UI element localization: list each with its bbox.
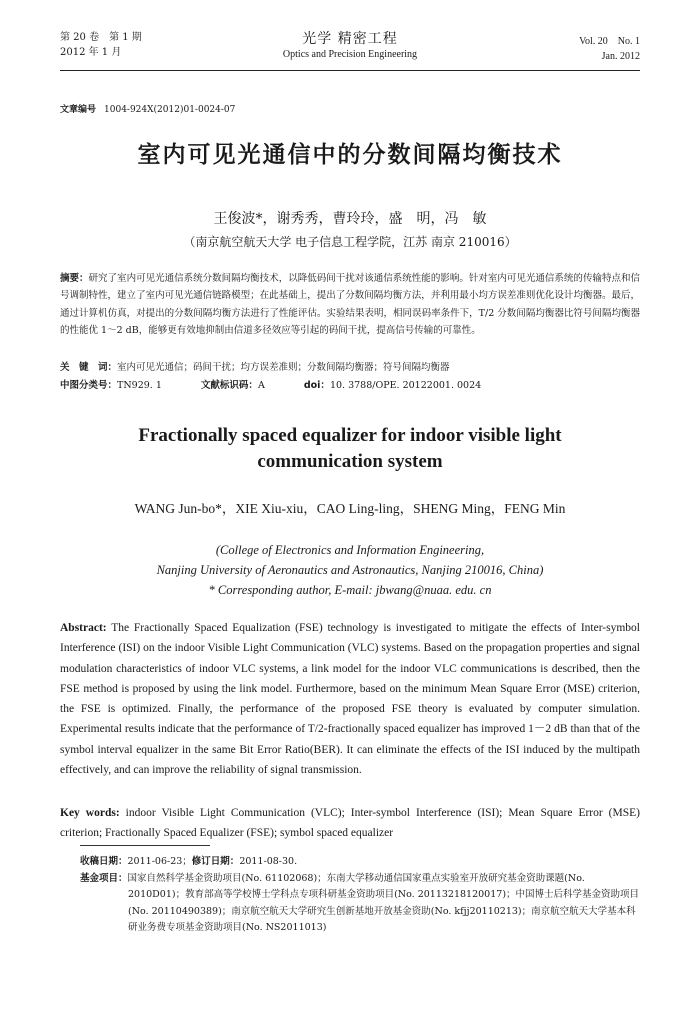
document-code	[201, 380, 283, 391]
journal-name-en: Optics and Precision Engineering	[282, 49, 418, 60]
doi-value: 10. 3788/OPE. 20122001. 0024	[329, 380, 482, 391]
authors-cn: 王俊波*，谢秀秀，曹玲玲，盛 明，冯 敏	[213, 211, 487, 227]
fund-label: 基金项目：	[80, 872, 128, 884]
header-right	[579, 34, 640, 64]
article-number-value: 1004-924X(2012)01-0024-07	[104, 105, 236, 115]
keywords-cn-text: 室内可见光通信；码间干扰；均方误差准则；分数间隔均衡器；符号间隔均衡器	[117, 362, 450, 373]
clc-label: 中图分类号：	[60, 380, 118, 391]
header-center	[60, 30, 640, 62]
fund-text: 国家自然科学基金资助项目(No. 61102068)；东南大学移动通信国家重点实验室开放研究基金资助课题(No. 2010D01)；教育部高等学校博士学科点专项科研基金资助项目(No. 20113218120017)；中国博士后科学基金资助项目(No. 20110490389)；南京航空航天大学研究生创新基地开放基金资助(No. kfjj20110213)；南京航空航天大学基本科研业务费专项基金资助项目(No. NS2011013)	[127, 872, 640, 933]
abstract-en	[60, 618, 640, 780]
affiliation-en-line-1: (College of Electronics and Information Engineering,	[215, 543, 485, 557]
affiliation-en-line-2: Nanjing University of Aeronautics and Astronautics, Nanjing 210016, China)	[156, 563, 544, 577]
doi	[304, 380, 499, 391]
volume-issue-cn: 第 20 卷 第 1 期	[60, 32, 142, 43]
keywords-cn-label: 关 键 词：	[60, 362, 118, 373]
abstract-cn	[60, 270, 640, 340]
received-value: 2011-06-23；	[127, 856, 192, 867]
corresponding-author: * Corresponding author, E-mail: jbwang@nuaa. edu. cn	[208, 583, 492, 597]
authors-en: WANG Jun-bo*，XIE Xiu-xiu，CAO Ling-ling，SHENG Ming，FENG Min	[134, 501, 566, 516]
abstract-en-text: The Fractionally Spaced Equalization (FSE) technology is investigated to mitigate the effects of Inter-symbol Interference (ISI) on the indoor Visible Light Communication (VLC) systems. Based on the propagation properties and signal modulation characteristics of indoor VLC systems, a link model for the indoor VLC communications is described, then the FSE method is proposed by using the link model. Furthermore, based on the minimum Mean Square Error (MSE) criterion, the FSE is optimized. Finally, the performance of the proposed FSE theory is evaluated by computer simulation. Experimental results indicate that the performance of T/2-fractionally spaced equalizer has improved 1－2 dB than that of the symbol interval equalizer in the same Bit Error Ratio(BER). It can eliminate the effects of the ISI induced by the multipath effectively, and can improve the reliability of signal transmission.	[60, 622, 641, 777]
journal-name-cn: 光学 精密工程	[302, 31, 398, 47]
article-number	[60, 102, 235, 115]
clc-value: TN929. 1	[117, 380, 162, 391]
title-en-line-2: communication system	[257, 451, 443, 472]
fund-note	[80, 871, 640, 937]
clc-number	[60, 380, 180, 391]
title-en-line-1: Fractionally spaced equalizer for indoor visible light	[138, 425, 562, 446]
abstract-cn-label: 摘要：	[60, 273, 89, 284]
article-number-label: 文章编号	[60, 105, 97, 115]
keywords-en-text: indoor Visible Light Communication (VLC); Inter-symbol Interference (ISI); Mean Square Error (MSE) criterion; Fractionally Spaced Equalizer (FSE); symbol spaced equalizer	[60, 807, 640, 839]
affiliation-en	[0, 540, 700, 600]
revised-value: 2011-08-30.	[239, 856, 298, 867]
date-cn: 2012 年 1 月	[60, 47, 122, 58]
keywords-cn	[60, 360, 640, 375]
dates-note	[80, 854, 640, 871]
footnote-rule	[80, 845, 210, 846]
footnotes	[80, 854, 640, 937]
affiliation-cn: （南京航空航天大学 电子信息工程学院，江苏 南京 210016）	[183, 235, 517, 249]
header-rule	[60, 70, 640, 71]
doc-code-label: 文献标识码：	[200, 380, 258, 391]
volume-issue-en: Vol. 20 No. 1	[579, 36, 640, 47]
title-en	[0, 423, 700, 475]
received-label: 收稿日期：	[80, 856, 128, 867]
revised-label: 修订日期：	[191, 856, 240, 867]
classification-line	[60, 378, 640, 393]
title-cn: 室内可见光通信中的分数间隔均衡技术	[137, 142, 563, 168]
abstract-cn-text: 研究了室内可见光通信系统分数间隔均衡技术，以降低码间干扰对该通信系统性能的影响。针对室内可见光通信系统的传输特点和信号调制特性，建立了室内可见光通信链路模型；在此基础上，提出了分数间隔均衡方法，并利用最小均方误差准则优化设计均衡器。最后，通过计算机仿真，对提出的分数间隔均衡方法进行了性能评估。实验结果表明，相同误码率条件下，T/2 分数间隔均衡器比符号间隔均衡器的性能优 1～2 dB，能够更有效地抑制由信道多径效应等引起的码间干扰，提高信号传输的可靠性。	[60, 273, 640, 337]
doc-code-value: A	[257, 380, 265, 391]
keywords-en-label: Key words:	[60, 807, 120, 819]
running-header	[60, 30, 640, 70]
date-en: Jan. 2012	[601, 51, 640, 62]
keywords-en	[60, 803, 640, 843]
doi-label: doi：	[303, 380, 330, 391]
abstract-en-label: Abstract:	[60, 622, 107, 634]
